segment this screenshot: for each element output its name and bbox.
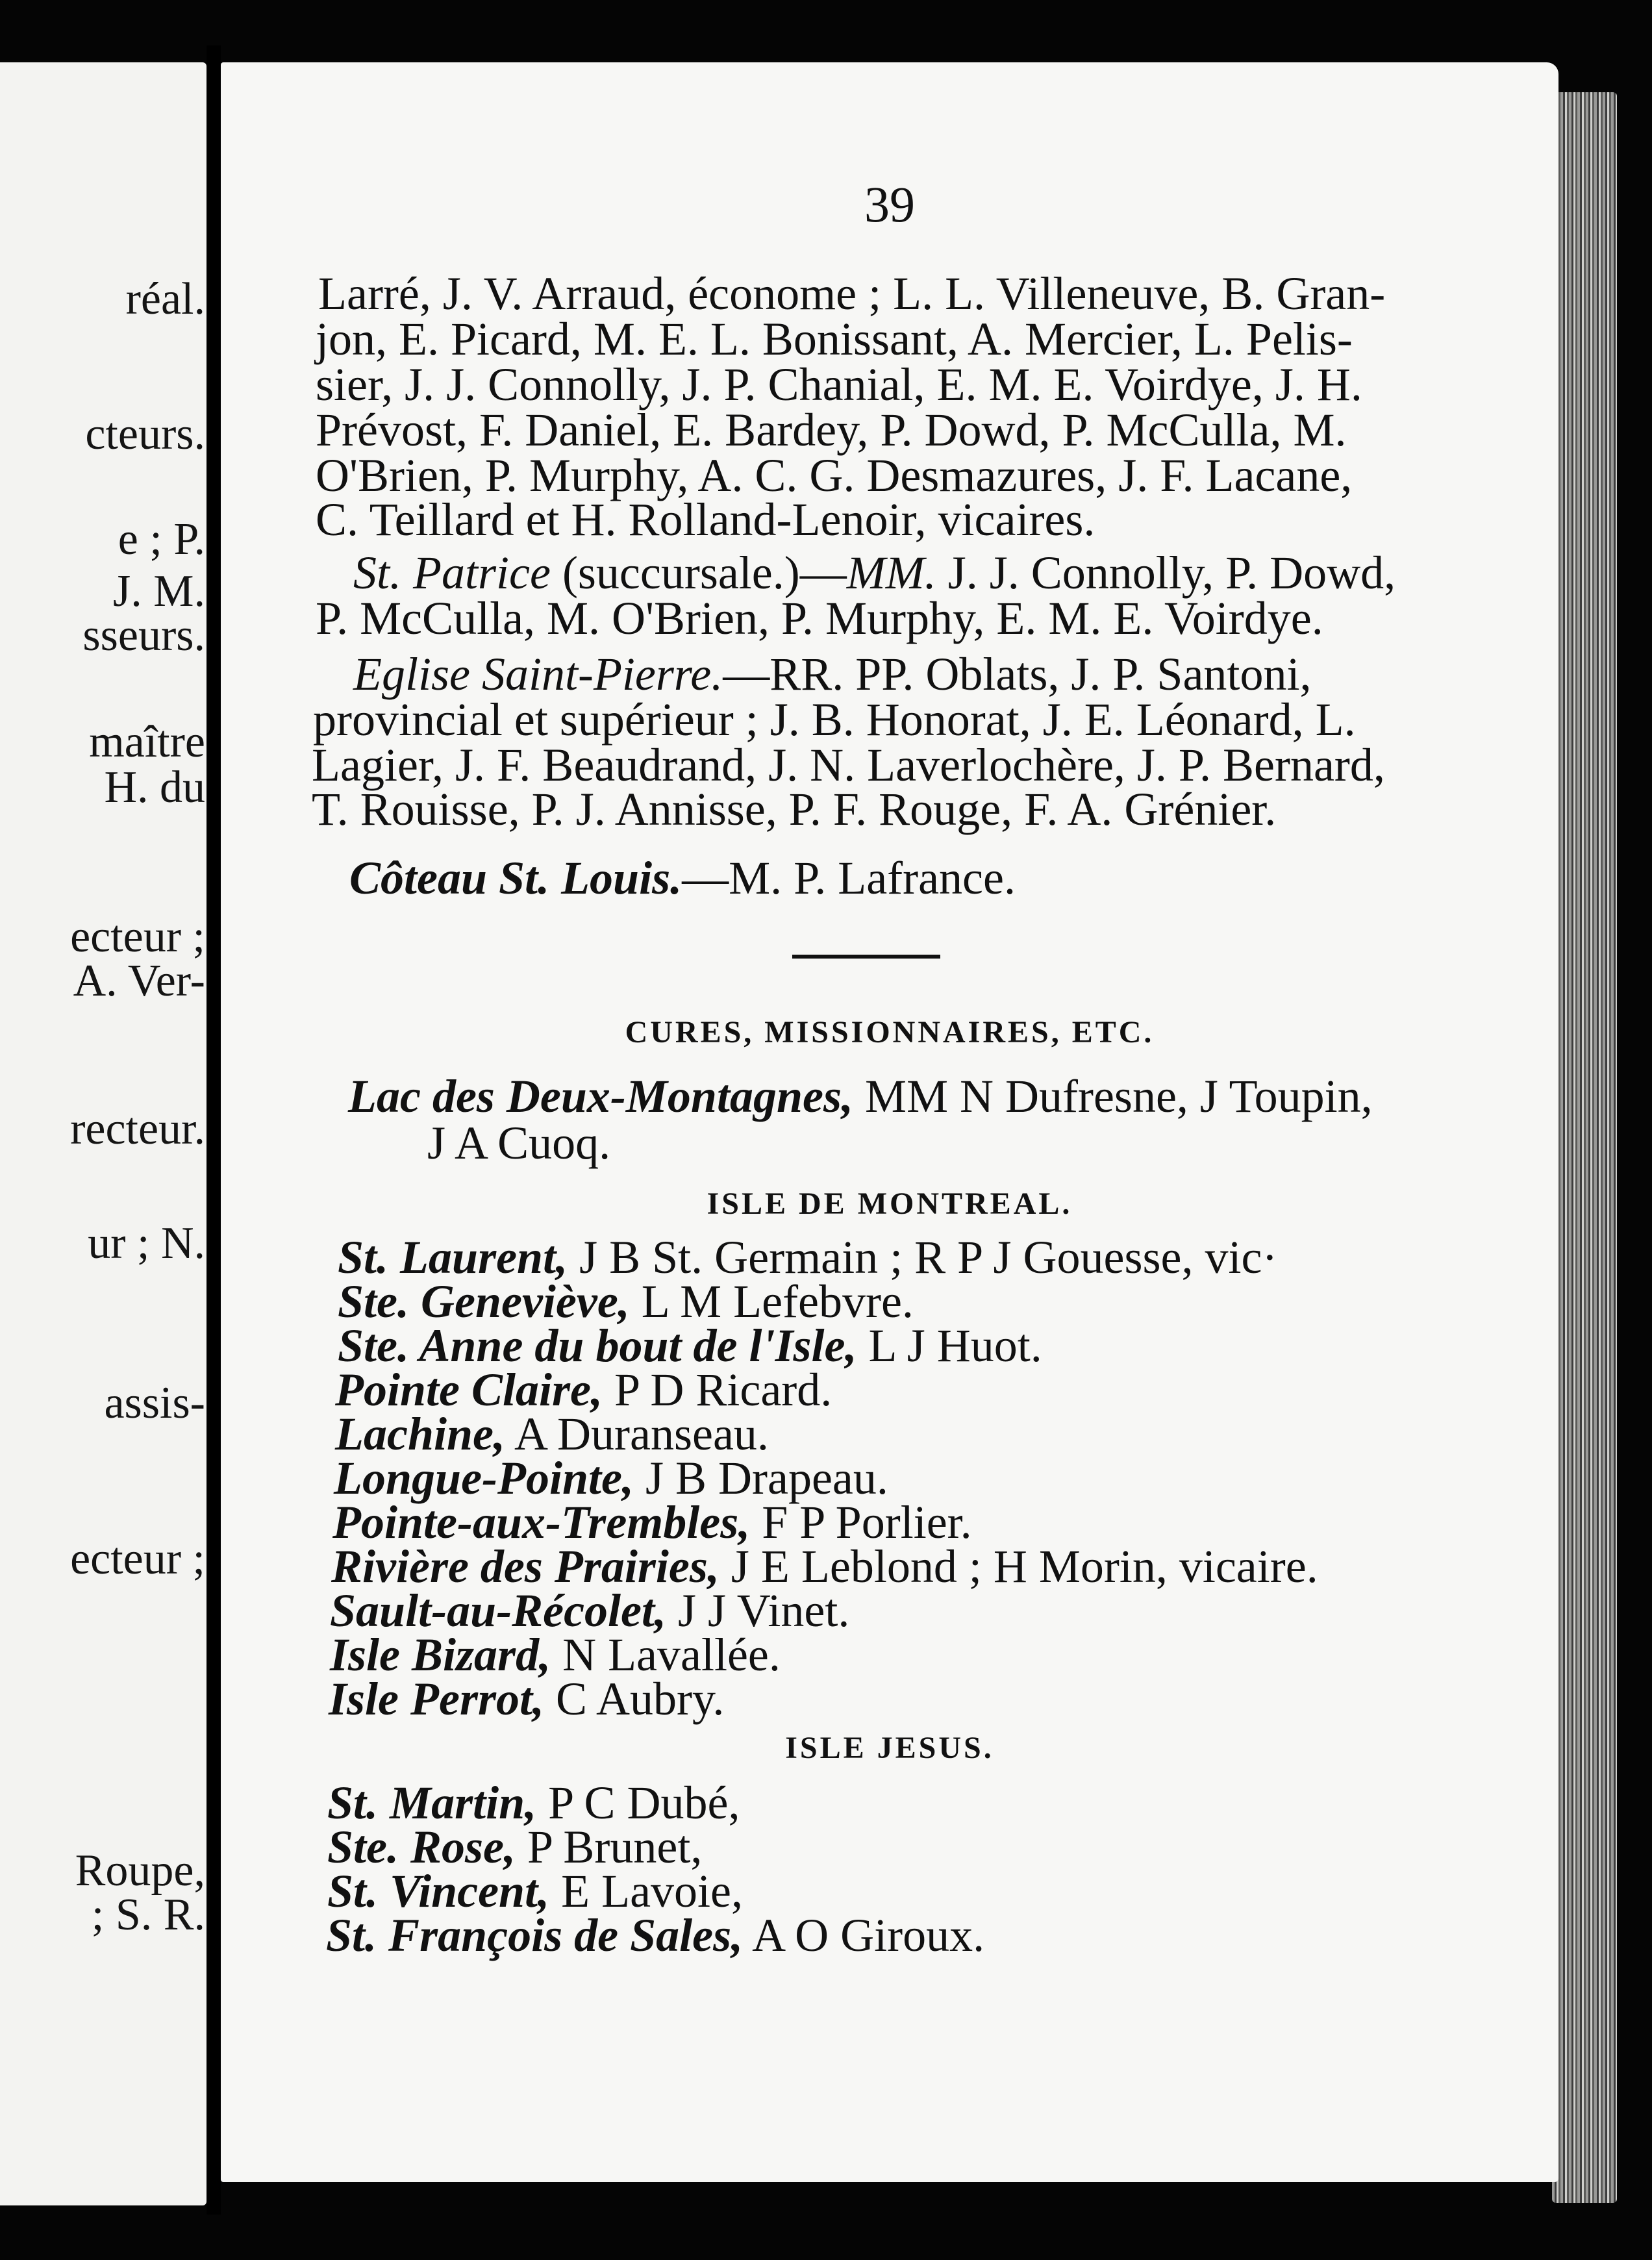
list-item (330, 1585, 850, 1637)
facing-page-fragment: e ; P. (118, 514, 205, 564)
book-fore-edge (1552, 92, 1617, 2203)
list-item (327, 1865, 743, 1917)
text-line: C. Teillard et H. Rolland-Lenoir, vicaires. (316, 494, 1095, 546)
clergy-names: J B Drapeau. (634, 1452, 888, 1504)
facing-page-fragment: J. M. (113, 566, 205, 616)
place-name: Isle Perrot, (329, 1673, 544, 1725)
text-line: Larré, J. V. Arraud, économe ; L. L. Villeneuve, B. Gran- (318, 268, 1386, 320)
text-line: P. McCulla, M. O'Brien, P. Murphy, E. M. E. Voirdye. (316, 592, 1323, 644)
text-line (353, 547, 1396, 599)
section-heading: ISLE JESUS. (785, 1731, 994, 1765)
text-line: O'Brien, P. Murphy, A. C. G. Desmazures, J. F. Lacane, (316, 449, 1353, 501)
text-line: T. Rouisse, P. J. Annisse, P. F. Rouge, F. A. Grénier. (312, 783, 1277, 835)
facing-page-fragment: recteur. (70, 1104, 205, 1154)
list-item (332, 1496, 972, 1548)
list-item (331, 1540, 1318, 1592)
place-name: Eglise Saint-Pierre. (353, 648, 723, 700)
facing-page-fragment: ; S. R. (91, 1890, 205, 1940)
place-name: Lachine, (335, 1408, 505, 1460)
list-item-continuation: J A Cuoq. (427, 1117, 611, 1169)
place-name: Rivière des Prairies, (331, 1540, 720, 1592)
list-item (335, 1408, 769, 1460)
facing-page-fragment: H. du (104, 762, 205, 812)
list-item (327, 1821, 703, 1873)
list-item (330, 1629, 781, 1681)
place-name: Isle Bizard, (330, 1629, 551, 1681)
place-name: Pointe Claire, (335, 1364, 603, 1416)
page (221, 62, 1558, 2182)
place-name: Sault-au-Récolet, (330, 1585, 666, 1637)
place-name: Côteau St. Louis. (349, 852, 682, 904)
facing-page-fragment: sseurs. (82, 610, 205, 660)
facing-page-fragment: A. Ver- (73, 956, 205, 1006)
clergy-names: A Duranseau. (505, 1408, 769, 1460)
clergy-names: F P Porlier. (750, 1496, 972, 1548)
facing-page (0, 62, 206, 2205)
text-run: J. J. Connolly, P. Dowd, (936, 547, 1396, 599)
page-number: 39 (864, 176, 915, 232)
text-run: —M. P. Lafrance. (682, 852, 1016, 904)
clergy-names: J B St. Germain ; R P J Gouesse, vic· (568, 1231, 1278, 1283)
clergy-names: P Brunet, (516, 1821, 703, 1873)
text-run: —RR. PP. Oblats, J. P. Santoni, (723, 648, 1312, 700)
place-name: Ste. Anne du bout de l'Isle, (338, 1320, 857, 1372)
list-item (338, 1320, 1042, 1372)
clergy-names: P C Dubé, (536, 1777, 740, 1829)
facing-page-fragment: ecteur ; (70, 912, 205, 962)
text-line: Lagier, J. F. Beaudrand, J. N. Laverlochère, J. P. Bernard, (312, 739, 1385, 791)
list-item (329, 1673, 725, 1725)
list-item (334, 1452, 888, 1504)
facing-page-fragment: réal. (125, 274, 205, 324)
facing-page-fragment: maître (89, 717, 205, 767)
text-line (353, 648, 1312, 700)
text-line (349, 852, 1016, 904)
list-item (338, 1275, 914, 1327)
list-item (327, 1777, 740, 1829)
place-name: Lac des Deux-Montagnes, (348, 1070, 853, 1122)
facing-page-fragment: ur ; N. (88, 1218, 205, 1268)
facing-page-fragment: cteurs. (85, 409, 205, 459)
section-heading: ISLE DE MONTREAL. (707, 1186, 1073, 1221)
clergy-names: E Lavoie, (549, 1865, 743, 1917)
place-name: St. Martin, (327, 1777, 537, 1829)
list-item (338, 1231, 1278, 1283)
place-name: Ste. Geneviève, (338, 1275, 630, 1327)
text-run: (succursale.)— (550, 547, 847, 599)
list-item (326, 1909, 985, 1961)
facing-page-fragment: Roupe, (75, 1846, 205, 1896)
text-run: MM. (846, 547, 936, 599)
clergy-names: L M Lefebvre. (629, 1275, 914, 1327)
clergy-names: L J Huot. (857, 1320, 1042, 1372)
clergy-names: C Aubry. (544, 1673, 725, 1725)
clergy-names: J J Vinet. (666, 1585, 850, 1637)
clergy-names: J E Leblond ; H Morin, vicaire. (719, 1540, 1318, 1592)
facing-page-fragment: ecteur ; (70, 1534, 205, 1584)
place-name: Pointe-aux-Trembles, (332, 1496, 751, 1548)
place-name: St. Patrice (353, 547, 551, 599)
place-name: St. Vincent, (327, 1865, 550, 1917)
clergy-names: N Lavallée. (551, 1629, 781, 1681)
list-item (348, 1070, 1373, 1122)
text-line: Prévost, F. Daniel, E. Bardey, P. Dowd, P. McCulla, M. (316, 404, 1347, 456)
list-item (335, 1364, 832, 1416)
book-gutter (206, 45, 221, 2215)
place-name: Ste. Rose, (327, 1821, 516, 1873)
section-divider (792, 955, 940, 959)
text-line: sier, J. J. Connolly, J. P. Chanial, E. M. E. Voirdye, J. H. (316, 358, 1362, 410)
clergy-names: P D Ricard. (603, 1364, 832, 1416)
clergy-names: A O Giroux. (743, 1909, 985, 1961)
text-line: jon, E. Picard, M. E. L. Bonissant, A. Mercier, L. Pelis- (316, 313, 1353, 365)
clergy-names: MM N Dufresne, J Toupin, (853, 1070, 1373, 1122)
place-name: St. Laurent, (338, 1231, 568, 1283)
place-name: St. François de Sales, (326, 1909, 744, 1961)
text-line: provincial et supérieur ; J. B. Honorat, J. E. Léonard, L. (313, 694, 1356, 746)
facing-page-fragment: assis- (104, 1378, 205, 1428)
section-heading: CURES, MISSIONNAIRES, ETC. (625, 1015, 1155, 1049)
place-name: Longue-Pointe, (334, 1452, 634, 1504)
